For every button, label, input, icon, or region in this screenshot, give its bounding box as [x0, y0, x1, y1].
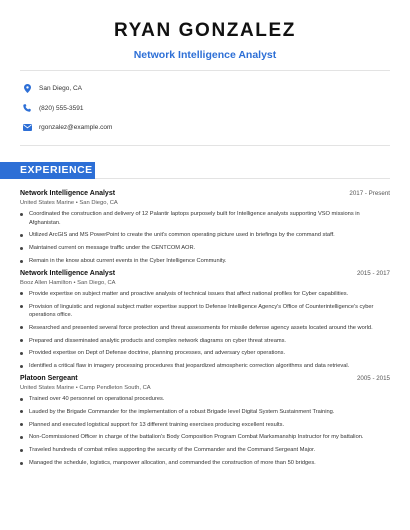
- job-bullet: Researched and presented several force protection and threat assessments for missile defense agency assets located around the world.: [20, 324, 390, 333]
- job-employer: United States Marine: [20, 200, 75, 206]
- job-bullet: Non-Commissioned Officer in charge of the battalion's Body Composition Program Combat Marksmanship Instructor for my battalion.: [20, 433, 390, 442]
- job-bullet: Planned and executed logistical support for 13 different training exercises producing excellent results.: [20, 421, 390, 430]
- job-location: San Diego, CA: [79, 200, 118, 206]
- job-bullet: Remain in the know about current events in the Cyber Intelligence Community.: [20, 257, 390, 266]
- resume-header: [0, 0, 410, 62]
- job-entry: [20, 190, 390, 266]
- job-title: Network Intelligence Analyst: [20, 269, 116, 277]
- contact-location-text: San Diego, CA: [39, 85, 82, 93]
- job-bullet: Maintained current on message traffic under the CENTCOM AOR.: [20, 244, 390, 253]
- location-pin-icon: [22, 84, 32, 94]
- contact-email: [22, 118, 112, 138]
- job-bullet: Provided expertise on Dept of Defense doctrine, planning processes, and adversary cyber operations.: [20, 349, 390, 358]
- phone-icon: [22, 103, 32, 113]
- job-entry: [20, 375, 390, 468]
- job-employer: Booz Allen Hamilton: [20, 279, 72, 286]
- section-title-experience: EXPERIENCE: [0, 162, 95, 179]
- job-title: Network Intelligence Analyst: [20, 190, 116, 197]
- job-bullet: Provision of linguistic and regional subject matter expertise support to Defense Intelligence Agency's Office of Counterintelligence's cyber operations office.: [20, 303, 390, 320]
- job-bullets: [20, 395, 390, 468]
- job-bullet: Managed the schedule, logistics, manpower allocation, and commanded the construction of more than 50 bridges.: [20, 459, 390, 468]
- job-location: San Diego, CA: [77, 279, 116, 286]
- job-dates: 2017 - Present: [349, 190, 390, 197]
- contact-location: [22, 79, 112, 99]
- candidate-name: RYAN GONZALEZ: [114, 20, 296, 41]
- job-bullet: Trained over 40 personnel on operational procedures.: [20, 395, 390, 404]
- job-bullet: Coordinated the construction and delivery of 12 Palantir laptops purposely built for Intelligence analysts supporting VSO missions in Afghanistan.: [20, 210, 390, 227]
- candidate-title: Network Intelligence Analyst: [133, 49, 277, 61]
- job-dates: 2015 - 2017: [356, 269, 390, 277]
- header-divider: [20, 70, 390, 71]
- job-dates: 2005 - 2015: [356, 375, 390, 382]
- job-bullet: Utilized ArcGIS and MS PowerPoint to create the unit's common operating picture used in briefings by the command staff.: [20, 231, 390, 240]
- contact-phone: [22, 99, 112, 119]
- contact-divider: [20, 145, 390, 146]
- job-employer-line: United States Marine • San Diego, CA: [20, 200, 118, 206]
- job-bullet: Identified a critical flaw in imagery processing procedures that jeopardized atmospheric correction algorithms and data retrieval.: [20, 362, 390, 371]
- job-entry: [20, 270, 390, 371]
- contact-email-text: rgonzalez@example.com: [39, 124, 113, 132]
- job-bullet: Traveled hundreds of combat miles supporting the security of the Commander and the Command Sergeant Major.: [20, 446, 390, 455]
- job-employer-line: United States Marine • Camp Pendleton South, CA: [20, 385, 151, 391]
- job-bullets: [20, 210, 390, 266]
- section-underline: [95, 178, 390, 179]
- job-bullet: Provide expertise on subject matter and proactive analysis of technical issues that affect national profiles for Cyber capabilities.: [20, 290, 390, 299]
- contact-info: [22, 79, 112, 138]
- job-bullet: Lauded by the Brigade Commander for the implementation of a robust Brigade level Digital System Sustainment Training.: [20, 408, 390, 417]
- job-location: Camp Pendleton South, CA: [79, 385, 151, 391]
- job-title: Platoon Sergeant: [20, 375, 78, 382]
- contact-phone-text: (820) 555-3591: [39, 104, 84, 112]
- job-employer-line: Booz Allen Hamilton • San Diego, CA: [20, 279, 116, 286]
- experience-list: [20, 190, 390, 472]
- job-bullet: Prepared and disseminated analytic products and complex network diagrams on cyber threat streams.: [20, 337, 390, 346]
- email-icon: [22, 123, 32, 133]
- job-employer: United States Marine: [20, 385, 75, 391]
- job-bullets: [20, 290, 390, 371]
